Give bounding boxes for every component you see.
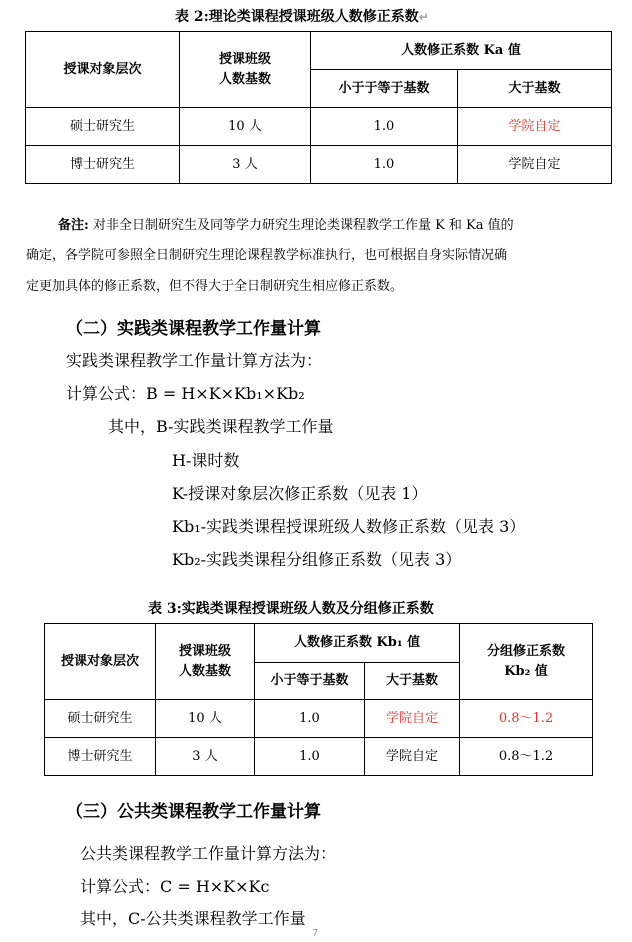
note-line-2: 确定，各学院可参照全日制研究生理论课程教学标准执行，也可根据自身实际情况确 bbox=[26, 248, 508, 263]
table3-header-less: 小于等于基数 bbox=[255, 663, 365, 700]
table3-header-coef: 人数修正系数 Kb₁ 值 bbox=[255, 624, 460, 663]
table2-header-more: 大于基数 bbox=[458, 70, 612, 108]
table3-cell-more: 学院自定 bbox=[365, 738, 460, 776]
section2-item-k: K-授课对象层次修正系数（见表 1） bbox=[172, 484, 428, 503]
table2-cell-more: 学院自定 bbox=[458, 146, 612, 184]
section3-title: （三）公共类课程教学工作量计算 bbox=[66, 802, 321, 822]
table2-header-base: 授课班级 人数基数 bbox=[180, 32, 311, 108]
table3-cell-less: 1.0 bbox=[255, 738, 365, 776]
section2-item-h: H-课时数 bbox=[172, 451, 240, 470]
table2 bbox=[25, 31, 612, 184]
table3-cell-group: 0.8～1.2 bbox=[460, 738, 593, 776]
table3-header-base: 授课班级 人数基数 bbox=[156, 624, 255, 700]
section2-formula: 计算公式：B = H×K×Kb₁×Kb₂ bbox=[66, 384, 305, 403]
table-row bbox=[45, 738, 593, 776]
table2-cell-less: 1.0 bbox=[311, 146, 458, 184]
table-row bbox=[26, 146, 612, 184]
table3-cell-base: 3 人 bbox=[156, 738, 255, 776]
page-number: 7 bbox=[312, 928, 319, 939]
section3-method: 公共类课程教学工作量计算方法为： bbox=[80, 844, 337, 863]
table3-header-more: 大于基数 bbox=[365, 663, 460, 700]
section2-where: 其中，B-实践类课程教学工作量 bbox=[108, 417, 334, 436]
section2-title: （二）实践类课程教学工作量计算 bbox=[66, 319, 321, 339]
table2-cell-level: 硕士研究生 bbox=[26, 108, 180, 146]
table2-cell-base: 10 人 bbox=[180, 108, 311, 146]
table3-cell-level: 硕士研究生 bbox=[45, 700, 156, 738]
table2-cell-level: 博士研究生 bbox=[26, 146, 180, 184]
table-row bbox=[26, 108, 612, 146]
table-row bbox=[45, 700, 593, 738]
table3-cell-base: 10 人 bbox=[156, 700, 255, 738]
section2-method: 实践类课程教学工作量计算方法为： bbox=[66, 351, 323, 370]
table2-header-coef: 人数修正系数 Ka 值 bbox=[311, 32, 612, 70]
note-label: 备注: bbox=[58, 218, 89, 233]
table3 bbox=[44, 623, 593, 776]
table3-header-group: 分组修正系数 Kb₂ 值 bbox=[460, 624, 593, 700]
table3-cell-less: 1.0 bbox=[255, 700, 365, 738]
table2-cell-more: 学院自定 bbox=[458, 108, 612, 146]
table2-cell-base: 3 人 bbox=[180, 146, 311, 184]
table3-header-level: 授课对象层次 bbox=[45, 624, 156, 700]
table3-cell-level: 博士研究生 bbox=[45, 738, 156, 776]
paragraph-mark-icon: ↵ bbox=[418, 10, 429, 24]
note-line-3: 定更加具体的修正系数，但不得大于全日制研究生相应修正系数。 bbox=[26, 279, 404, 294]
table2-header-level: 授课对象层次 bbox=[26, 32, 180, 108]
table2-cell-less: 1.0 bbox=[311, 108, 458, 146]
section2-item-kb2: Kb₂-实践类课程分组修正系数（见表 3） bbox=[172, 550, 462, 569]
section2-item-kb1: Kb₁-实践类课程授课班级人数修正系数（见表 3） bbox=[172, 517, 526, 536]
table3-caption: 表 3:实践类课程授课班级人数及分组修正系数 bbox=[148, 601, 434, 617]
section3-formula: 计算公式：C = H×K×Kc bbox=[80, 877, 270, 896]
table2-header-less: 小于于等于基数 bbox=[311, 70, 458, 108]
note-line-1: 备注: 对非全日制研究生及同等学力研究生理论类课程教学工作量 K 和 Ka 值的 bbox=[58, 218, 514, 233]
table2-caption: 表 2:理论类课程授课班级人数修正系数 bbox=[175, 9, 419, 25]
section3-where: 其中，C-公共类课程教学工作量 bbox=[80, 909, 306, 928]
table3-cell-group: 0.8～1.2 bbox=[460, 700, 593, 738]
table3-cell-more: 学院自定 bbox=[365, 700, 460, 738]
